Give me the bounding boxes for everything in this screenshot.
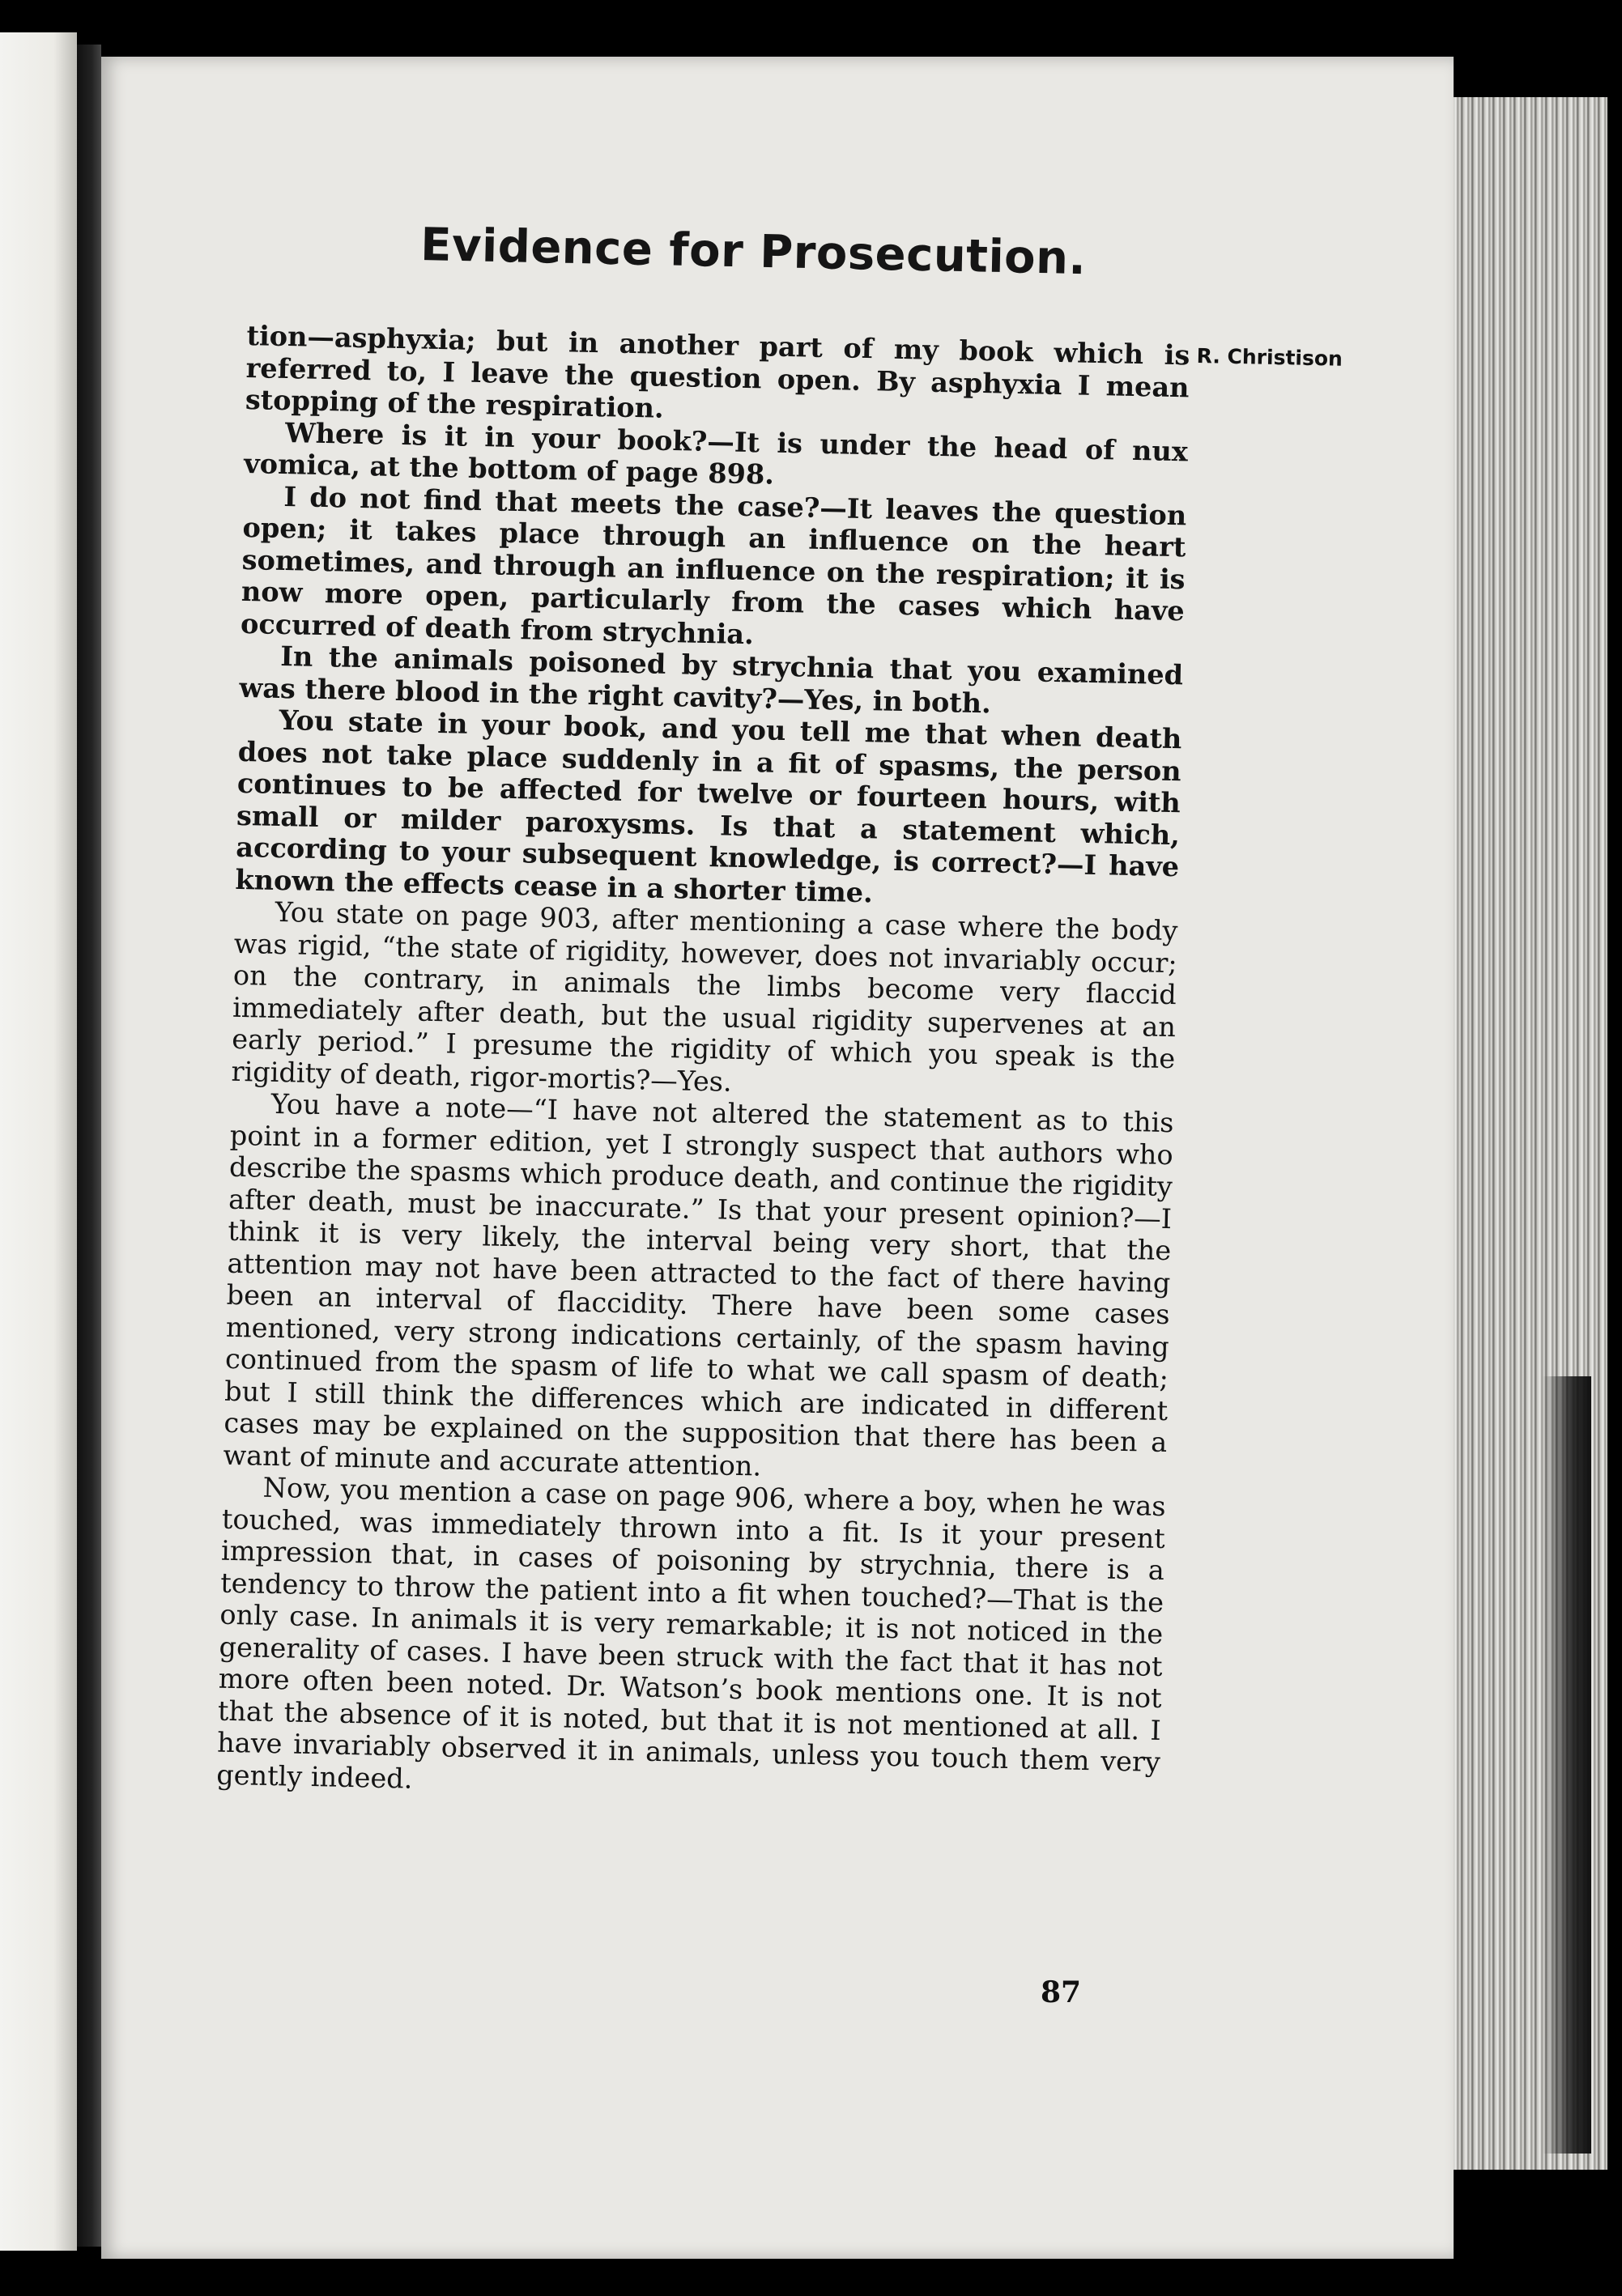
left-page-edge [0, 32, 77, 2251]
book-spine [77, 45, 101, 2247]
paragraph-5: You state in your book, and you tell me that when death does not take place suddenly in a fit of spasms, the person continues to be affected for twelve or fourteen hours, with small or milder paroxysms. Is that a statement which, according to your subsequent knowledge, is correct?—I have known the effects cease in a shorter time. [235, 704, 1182, 908]
page-number: 87 [1041, 1975, 1082, 2009]
paragraph-1: tion—asphyxia; but in another part of my book which is referred to, I leave the question open. By asphyxia I mean stopping of the respiration. [245, 320, 1190, 424]
page-edge-shadow [1543, 1376, 1591, 2154]
margin-note-witness: R. Christison [1196, 344, 1343, 371]
paragraph-2: Where is it in your book?—It is under the head of nux vomica, at the bottom of page 898. [243, 416, 1189, 491]
paragraph-4: In the animals poisoned by strychnia that you examined was there blood in the right cavity?—Yes, in both. [239, 640, 1184, 719]
page-title: Evidence for Prosecution. [419, 219, 1087, 286]
paragraph-8: Now, you mention a case on page 906, where a boy, when he was touched, was immediately thrown into a fit. Is it your present impression that, in cases of poisoning by strychnia, there is a tendency to throw the patient into a fit when touched?—That is the only case. In animals it is very remarkable; it is not noticed in the generality of cases. I have been struck with the fact that it has not more often been noted. Dr. Watson’s book mentions one. It is not that the absence of it is noted, but that it is not mentioned at all. I have invariably observed it in animals, unless you touch them very gently indeed. [215, 1471, 1166, 1795]
body-text [216, 320, 1190, 1810]
paragraph-6: You state on page 903, after mentioning a case where the body was rigid, “the state of rigidity, however, does not invariably occur; on the contrary, in animals the limbs become very flaccid immediately after death, but the usual rigidity supervenes at an early period.” I presume the rigidity of which you speak is the rigidity of death, rigor-mortis?—Yes. [231, 895, 1178, 1098]
paragraph-7: You have a note—“I have not altered the statement as to this point in a former edition, yet I strongly suspect that authors who describe the spasms which produce death, and continue the rigidity after death, must be inaccurate.” Is that your present opinion?—I think it is very likely, the interval being very short, that the attention may not have been attracted to the fact of there having been an interval of flaccidity. There have been some cases mentioned, very strong indications certainly, of the spasm having continued from the spasm of life to what we call spasm of death; but I still think the differences which are indicated in different cases may be explained on the supposition that there has been a want of minute and accurate attention. [223, 1087, 1174, 1482]
paragraph-3: I do not find that meets the case?—It leaves the question open; it takes place through an influence on the heart sometimes, and through an influence on the respiration; it is now more open, particularly from the cases which have occurred of death from strychnia. [240, 480, 1187, 650]
